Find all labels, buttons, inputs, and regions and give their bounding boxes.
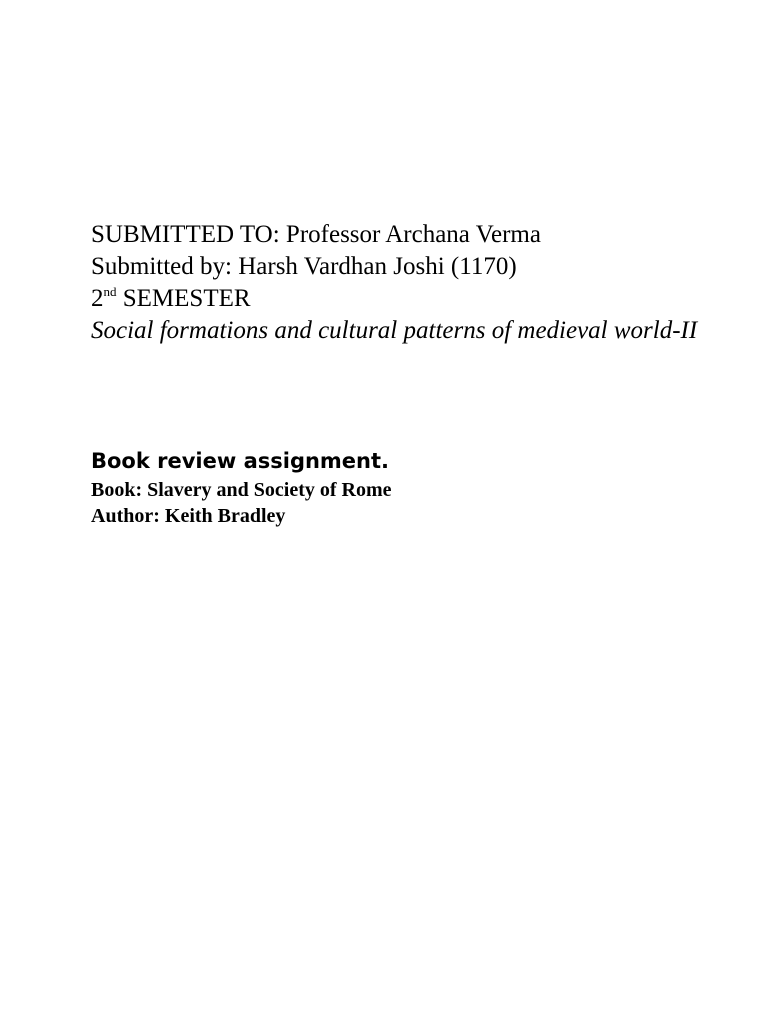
cover-details bbox=[91, 219, 731, 347]
semester-label: SEMESTER bbox=[116, 285, 251, 312]
semester-number: 2 bbox=[91, 285, 104, 312]
assignment-heading: Book review assignment. bbox=[91, 449, 390, 473]
semester-ordinal-suffix: nd bbox=[103, 284, 117, 299]
book-title-line: Book: Slavery and Society of Rome bbox=[91, 479, 392, 501]
submitted-by-line: Submitted by: Harsh Vardhan Joshi (1170) bbox=[91, 253, 517, 280]
semester-line bbox=[91, 283, 731, 315]
submitted-to-line: SUBMITTED TO: Professor Archana Verma bbox=[91, 221, 541, 248]
course-title: Social formations and cultural patterns of medieval world-II bbox=[91, 317, 698, 344]
book-details bbox=[91, 477, 392, 529]
author-line: Author: Keith Bradley bbox=[91, 505, 286, 527]
